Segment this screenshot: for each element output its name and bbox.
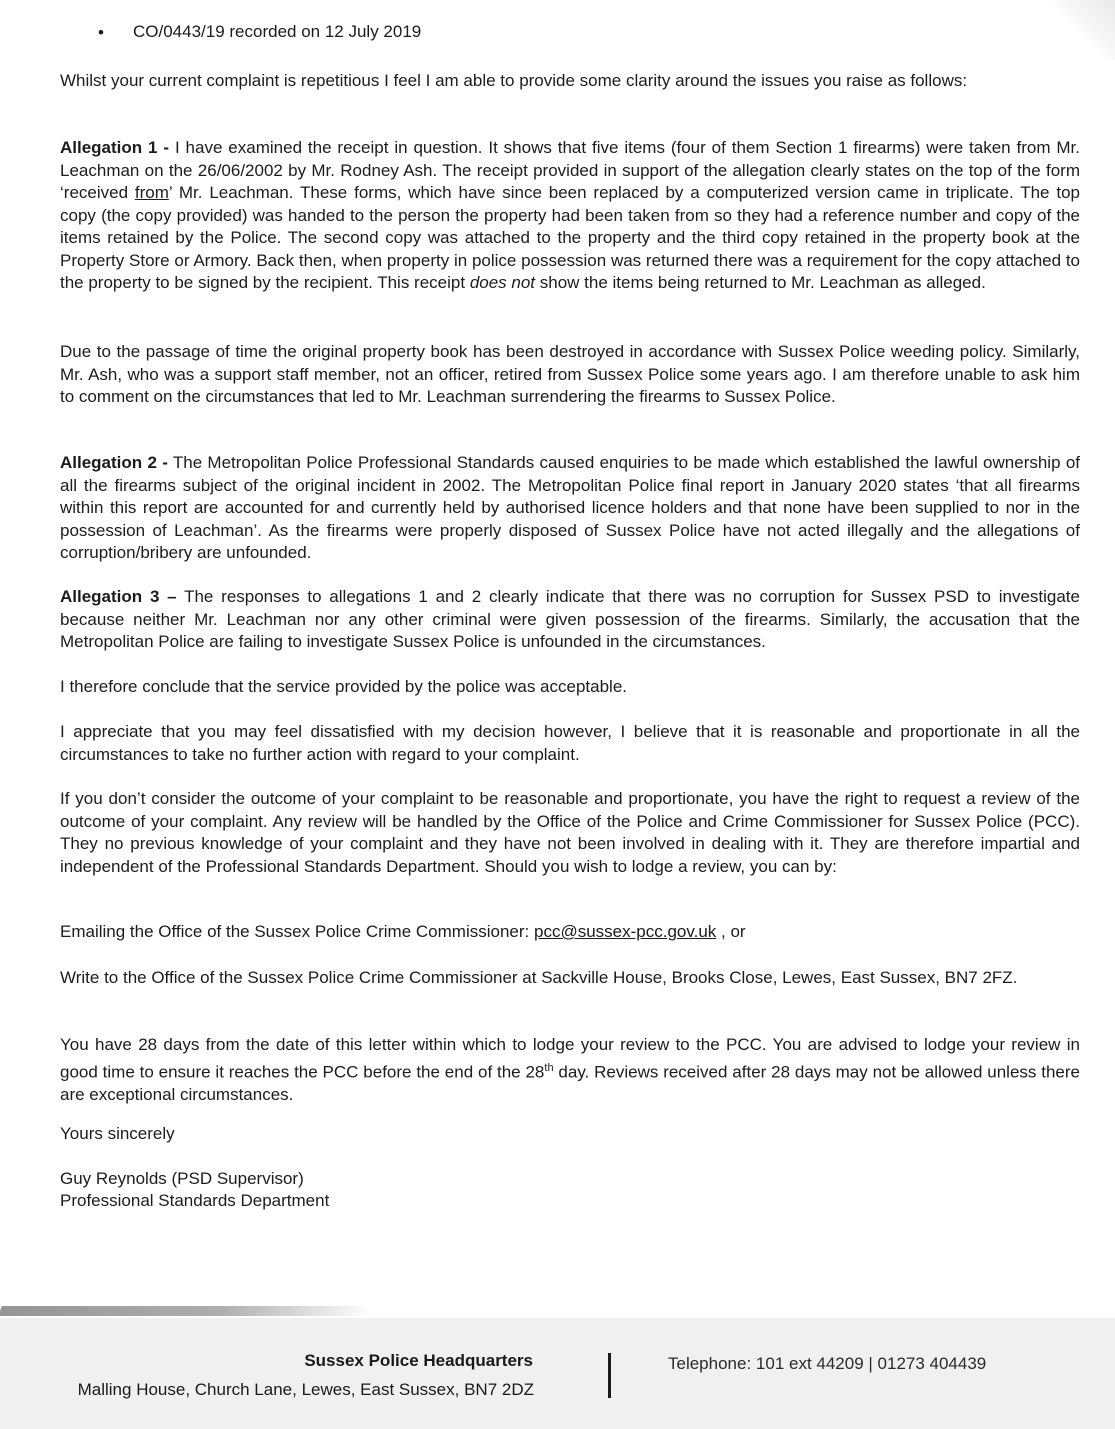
reference-bullet: CO/0443/19 recorded on 12 July 2019 (133, 22, 422, 41)
deadline-text-a: You have 28 days from the date of this letter within which to lodge your review to the PCC. You are advised to lodge your review in good time to ensure it reaches the PCC before the end of the 28 (60, 1035, 1080, 1082)
allegation-2-paragraph (60, 452, 1080, 565)
conclusion-paragraph: I therefore conclude that the service provided by the police was acceptable. (60, 677, 628, 696)
allegation-1-label: Allegation 1 - (60, 138, 170, 157)
deadline-superscript: th (544, 1061, 554, 1074)
email-paragraph (60, 921, 1080, 944)
closing-line: Yours sincerely (60, 1124, 175, 1143)
allegation-1-text-a: I have examined the receipt in question. It shows that five items (four of them Section 1 firearms) were taken from Mr. Leachman on the 26/06/2002 by Mr. Rodney Ash. The receipt provided in support of the allegation clearly states on the top of the form ‘received (60, 138, 1080, 202)
allegation-2-label: Allegation 2 - (60, 453, 168, 472)
hq-name: Sussex Police Headquarters (304, 1351, 533, 1370)
allegation-1-italic: does not (469, 273, 536, 292)
passage-paragraph: Due to the passage of time the original property book has been destroyed in accordance with Sussex Police weeding policy. Similarly, Mr. Ash, who was a support staff member, not an officer, retired from Sussex Police some years ago. I am therefore unable to ask him to comment on the circumstances that led to Mr. Leachman surrendering the firearms to Sussex Police. (60, 342, 1080, 406)
deadline-paragraph (60, 1034, 1080, 1106)
email-suffix: , or (716, 922, 746, 941)
allegation-3-label: Allegation 3 – (60, 587, 177, 606)
allegation-1-paragraph (60, 137, 1080, 295)
intro-paragraph: Whilst your current complaint is repetitious I feel I am able to provide some clarity around the issues you raise as follows: (60, 71, 968, 90)
allegation-1-text-c: show the items being returned to Mr. Leachman as alleged. (535, 273, 986, 292)
signature-department: Professional Standards Department (60, 1191, 330, 1210)
allegation-3-paragraph (60, 586, 1080, 654)
page-corner-shadow (1055, 0, 1115, 60)
footer-divider (608, 1353, 611, 1398)
pcc-email-link[interactable]: pcc@sussex-pcc.gov.uk (533, 922, 717, 941)
hq-address: Malling House, Church Lane, Lewes, East Sussex, BN7 2DZ (77, 1380, 534, 1399)
deadline-text-b: day. Reviews received after 28 days may not be allowed unless there are exceptional circumstances. (60, 1062, 1081, 1104)
telephone-line: Telephone: 101 ext 44209 | 01273 404439 (668, 1354, 987, 1373)
allegation-3-text: The responses to allegations 1 and 2 clearly indicate that there was no corruption for Sussex PSD to investigate because neither Mr. Leachman nor any other criminal were given possession of the firearms. Similarly, the accusation that the Metropolitan Police are failing to investigate Sussex Police is unfounded in the circumstances. (60, 587, 1080, 651)
signature-name: Guy Reynolds (PSD Supervisor) (60, 1169, 304, 1188)
write-paragraph: Write to the Office of the Sussex Police Crime Commissioner at Sackville House, Brooks Close, Lewes, East Sussex, BN7 2FZ. (60, 968, 1018, 987)
bullet-point-icon: • (98, 23, 104, 42)
allegation-1-underlined: from (134, 183, 169, 202)
appreciate-paragraph: I appreciate that you may feel dissatisfied with my decision however, I believe that it is reasonable and proportionate in all the circumstances to take no further action with regard to your complaint. (60, 722, 1080, 764)
email-prefix: Emailing the Office of the Sussex Police Crime Commissioner: (60, 922, 534, 941)
allegation-2-text: The Metropolitan Police Professional Standards caused enquiries to be made which established the lawful ownership of all the firearms subject of the original incident in 2002. The Metropolitan Police final report in January 2020 states ‘that all firearms within this report are accounted for and currently held by authorised licence holders and that none have been supplied to nor in the possession of Leachman’. As the firearms were properly disposed of Sussex Police have not acted illegally and the allegations of corruption/bribery are unfounded. (60, 453, 1081, 562)
footer-rule (0, 1306, 372, 1316)
allegation-1-text-b: ’ Mr. Leachman. These forms, which have since been replaced by a computerized version came in triplicate. The top copy (the copy provided) was handed to the person the property had been taken from so they had a reference number and copy of the items retained by the Police. The second copy was attached to the property and the third copy retained in the property book at the Property Store or Armory. Back then, when property in police possession was returned there was a requirement for the copy attached to the property to be signed by the recipient. This receipt (60, 183, 1080, 292)
review-paragraph: If you don’t consider the outcome of your complaint to be reasonable and proportionate, you have the right to request a review of the outcome of your complaint. Any review will be handled by the Office of the Police and Crime Commissioner for Sussex Police (PCC). They no previous knowledge of your complaint and they have not been involved in dealing with it. They are therefore impartial and independent of the Professional Standards Department. Should you wish to lodge a review, you can by: (60, 789, 1080, 876)
